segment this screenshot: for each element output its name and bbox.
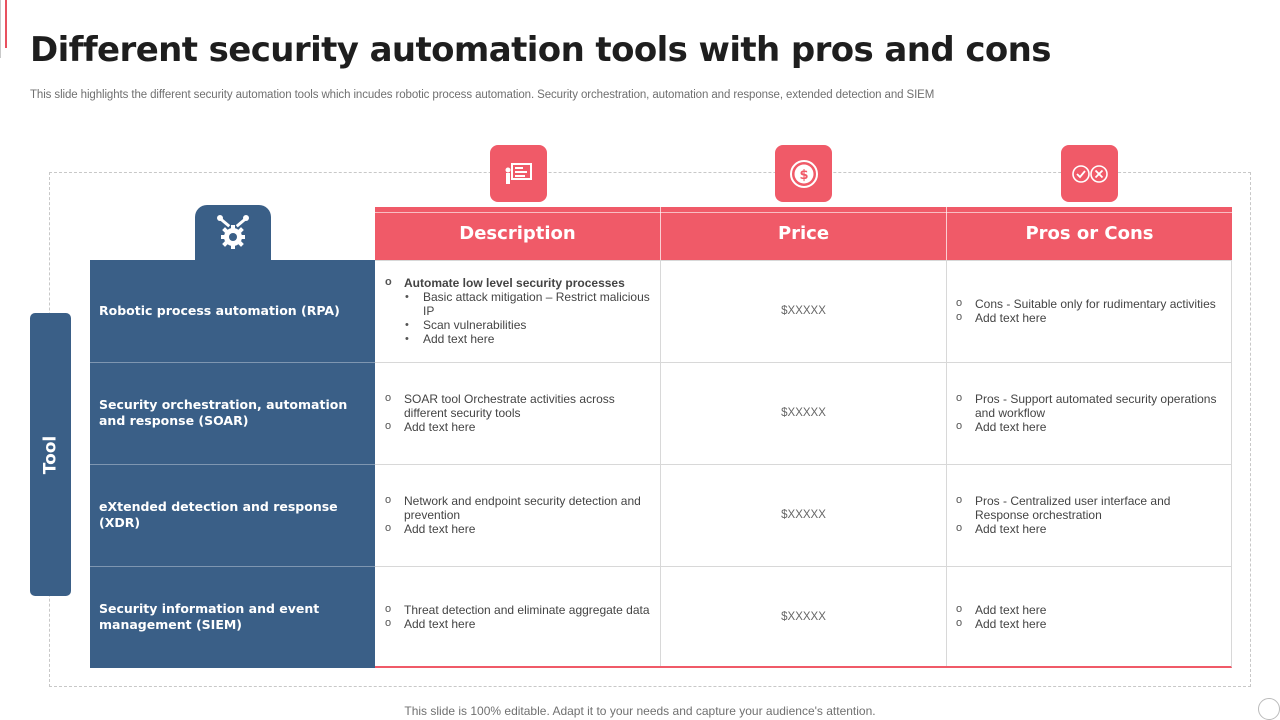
header-price: Price	[777, 223, 830, 244]
price-cell: $XXXXX	[781, 305, 826, 317]
price-cell: $XXXXX	[781, 509, 826, 521]
gear-wrench-icon	[213, 215, 253, 251]
corner-circle	[1258, 698, 1280, 720]
description-list	[376, 603, 661, 631]
table-header	[375, 207, 1232, 260]
pros-cons-list	[947, 297, 1232, 325]
accent-bar	[5, 0, 7, 48]
check-cross-icon	[1071, 164, 1109, 184]
description-item: • Basic attack mitigation – Restrict malicious IP	[376, 290, 661, 318]
description-icon-box	[490, 145, 547, 202]
footer-note: This slide is 100% editable. Adapt it to your needs and capture your audience's attention.	[404, 704, 876, 718]
description-cell	[376, 566, 661, 668]
description-item: o SOAR tool Orchestrate activities across different security tools	[376, 392, 661, 420]
tool-name-cell: Security orchestration, automation and response (SOAR)	[90, 362, 375, 464]
pros-cons-list	[947, 392, 1232, 434]
header-pros-cons: Pros or Cons	[1025, 223, 1154, 244]
slide-title: Different security automation tools with pros and cons	[30, 30, 1051, 70]
pros-cons-item: o Add text here	[947, 617, 1232, 631]
pros-cons-cell	[947, 464, 1232, 566]
price-icon-box	[775, 145, 832, 202]
price-cell: $XXXXX	[781, 407, 826, 419]
tool-name-cell: eXtended detection and response (XDR)	[90, 464, 375, 566]
header-description: Description	[459, 223, 576, 244]
tool-name-cell: Security information and event management (SIEM)	[90, 566, 375, 668]
slide-subtitle: This slide highlights the different security automation tools which incudes robotic process automation. Security orchestration, automation and response, extended detection and SIEM	[30, 89, 935, 101]
pros-cons-item: o Pros - Support automated security operations and workflow	[947, 392, 1232, 420]
description-cell	[376, 464, 661, 566]
tool-row-divider	[90, 464, 375, 465]
pros-cons-icon-box	[1061, 145, 1118, 202]
edge-line	[0, 0, 1, 58]
description-item: o Add text here	[376, 617, 661, 631]
presentation-board-icon	[504, 161, 534, 187]
pros-cons-list	[947, 603, 1232, 631]
pros-cons-list	[947, 494, 1232, 536]
dollar-coin-icon	[789, 159, 819, 189]
price-cell: $XXXXX	[781, 611, 826, 623]
svg-text:$: $	[798, 167, 809, 183]
description-item: • Add text here	[376, 332, 661, 346]
description-item: o Threat detection and eliminate aggregate data	[376, 603, 661, 617]
description-item: • Scan vulnerabilities	[376, 318, 661, 332]
tool-name-cell: Robotic process automation (RPA)	[90, 260, 375, 362]
description-list	[376, 276, 661, 346]
tool-side-label: Tool	[40, 435, 61, 474]
pros-cons-cell	[947, 566, 1232, 668]
description-item: o Network and endpoint security detection and prevention	[376, 494, 661, 522]
tool-row-divider	[90, 362, 375, 363]
pros-cons-item: o Pros - Centralized user interface and Response orchestration	[947, 494, 1232, 522]
pros-cons-cell	[947, 260, 1232, 362]
pros-cons-item: o Add text here	[947, 522, 1232, 536]
pros-cons-cell	[947, 362, 1232, 464]
tool-row-divider	[90, 566, 375, 567]
description-cell	[376, 260, 661, 362]
pros-cons-item: o Add text here	[947, 420, 1232, 434]
description-item: o Add text here	[376, 420, 661, 434]
description-item: o Automate low level security processes	[376, 276, 661, 290]
pros-cons-item: o Cons - Suitable only for rudimentary activities	[947, 297, 1232, 311]
tool-header-tab	[195, 205, 271, 261]
pros-cons-item: o Add text here	[947, 603, 1232, 617]
description-list	[376, 494, 661, 536]
pros-cons-item: o Add text here	[947, 311, 1232, 325]
description-cell	[376, 362, 661, 464]
description-item: o Add text here	[376, 522, 661, 536]
description-list	[376, 392, 661, 434]
